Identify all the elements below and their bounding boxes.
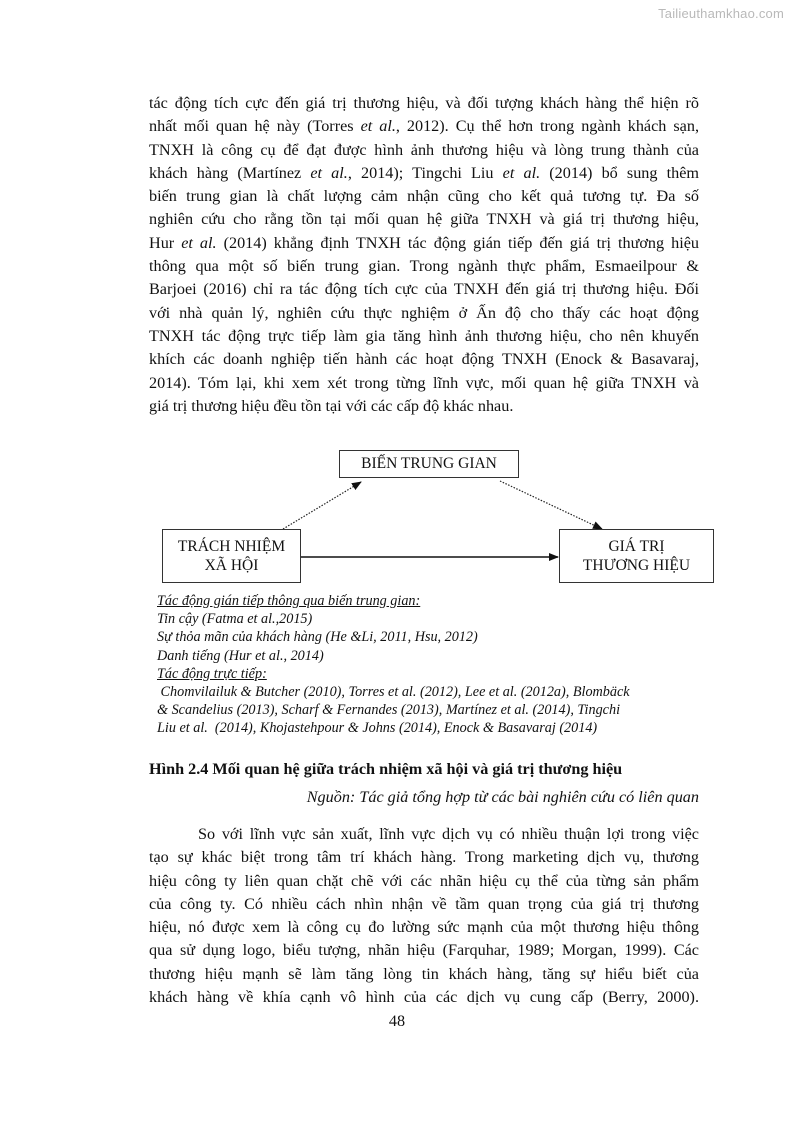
paragraph-line: nhất mối quan hệ này (Torres et al., 2012). Cụ thể hơn trong ngành khách sạn, (149, 117, 699, 136)
page-number: 48 (388, 1012, 406, 1030)
csr-box (162, 529, 301, 583)
paragraph-line: TNXH tác động trực tiếp làm gia tăng hình ảnh thương hiệu, cho nên khuyến (149, 326, 699, 345)
bottom-paragraph (149, 823, 699, 1009)
paragraph-line: thương hiệu mạnh sẽ làm tăng lòng tin khách hàng, tăng sự hiểu biết của (149, 964, 699, 983)
figure-source: Nguồn: Tác giả tổng hợp từ các bài nghiên cứu có liên quan (306, 788, 699, 806)
direct-effect-line: Chomvilailuk & Butcher (2010), Torres et al. (2012), Lee et al. (2012a), Blombäck (157, 684, 630, 701)
paragraph-line: khích các doanh nghiệp tiến hành các hoạt động TNXH (Enock & Basavaraj, (149, 350, 699, 369)
mediator-label: BIẾN TRUNG GIAN (361, 455, 497, 472)
top-paragraph (149, 92, 699, 418)
direct-effect-heading: Tác động trực tiếp: (157, 665, 267, 682)
csr-label-line2: XÃ HỘI (204, 557, 259, 574)
dotted-arrow-to-brand-value (500, 481, 602, 529)
diagram-notes (157, 592, 702, 738)
paragraph-line: hiệu, nó được xem là công cụ đo lường sức mạnh của một thương hiệu thông (149, 918, 699, 937)
paragraph-line: thông qua một số biến trung gian. Trong ngành thực phẩm, Esmaeilpour & (149, 257, 699, 276)
paragraph-line: Barjoei (2016) chỉ ra tác động tích cực của TNXH đến giá trị thương hiệu. Đối (149, 280, 699, 299)
paragraph-line: của công ty. Có nhiều cách nhìn nhận về tầm quan trọng của giá trị thương (149, 894, 699, 913)
paragraph-line: Hur et al. (2014) khẳng định TNXH tác động gián tiếp đến giá trị thương hiệu (149, 233, 699, 252)
paragraph-line: qua sử dụng logo, biểu tượng, nhãn hiệu (Farquhar, 1989; Morgan, 1999). Các (149, 941, 699, 960)
brand-value-label-line2: THƯƠNG HIỆU (582, 557, 691, 574)
dotted-arrow-to-mediator (283, 482, 361, 529)
figure-caption: Hình 2.4 Mối quan hệ giữa trách nhiệm xã hội và giá trị thương hiệu (149, 760, 623, 778)
watermark: Tailieuthamkhao.com (658, 6, 784, 21)
paragraph-line: nghiên cứu cho rằng tồn tại mối quan hệ giữa TNXH và giá trị thương hiệu, (149, 210, 699, 229)
mediator-box (339, 450, 519, 478)
brand-value-label-line1: GIÁ TRỊ (608, 538, 665, 555)
direct-effect-line: & Scandelius (2013), Scharf & Fernandes (2013), Martínez et al. (2014), Tingchi (157, 702, 621, 719)
csr-label-line1: TRÁCH NHIỆM (177, 538, 286, 555)
paragraph-line: So với lĩnh vực sản xuất, lĩnh vực dịch vụ có nhiều thuận lợi trong việc (198, 825, 699, 843)
paragraph-line: giá trị thương hiệu đều tồn tại với các cấp độ khác nhau. (149, 396, 514, 415)
indirect-effect-item: Tin cậy (Fatma et al.,2015) (157, 611, 313, 628)
paragraph-line: khách hàng (Martínez et al., 2014); Tingchi Liu et al. (2014) bổ sung thêm (149, 163, 699, 182)
paragraph-line: TNXH là công cụ để đạt được hình ảnh thương hiệu và lòng trung thành của (149, 140, 699, 159)
paragraph-line: 2014). Tóm lại, khi xem xét trong từng lĩnh vực, mối quan hệ giữa TNXH và (149, 373, 699, 392)
brand-value-box (559, 529, 714, 583)
paragraph-line: biến trung gian là chất lượng cảm nhận cũng cho kết quả tương tự. Đa số (149, 187, 699, 206)
paragraph-line: tạo sự khác biệt trong tâm trí khách hàng. Trong marketing dịch vụ, thương (149, 848, 699, 867)
paragraph-line: với nhà quản lý, nghiên cứu thực nghiệm ở Ấn độ cho thấy các hoạt động (149, 303, 699, 322)
indirect-effect-item: Sự thỏa mãn của khách hàng (He &Li, 2011, Hsu, 2012) (157, 629, 478, 646)
paragraph-line: hiệu công ty liên quan chặt chẽ với các nhãn hiệu cụ thể của từng sản phẩm (149, 871, 699, 890)
indirect-effect-item: Danh tiếng (Hur et al., 2014) (157, 647, 324, 664)
direct-effect-line: Liu et al. (2014), Khojastehpour & Johns (2014), Enock & Basavaraj (2014) (157, 720, 598, 737)
paragraph-line: khách hàng về khía cạnh vô hình của các dịch vụ cung cấp (Berry, 2000). (149, 988, 699, 1007)
paragraph-line: tác động tích cực đến giá trị thương hiệu, và đối tượng khách hàng thể hiện rõ (149, 94, 699, 112)
indirect-effect-heading: Tác động gián tiếp thông qua biến trung gian: (157, 593, 421, 609)
